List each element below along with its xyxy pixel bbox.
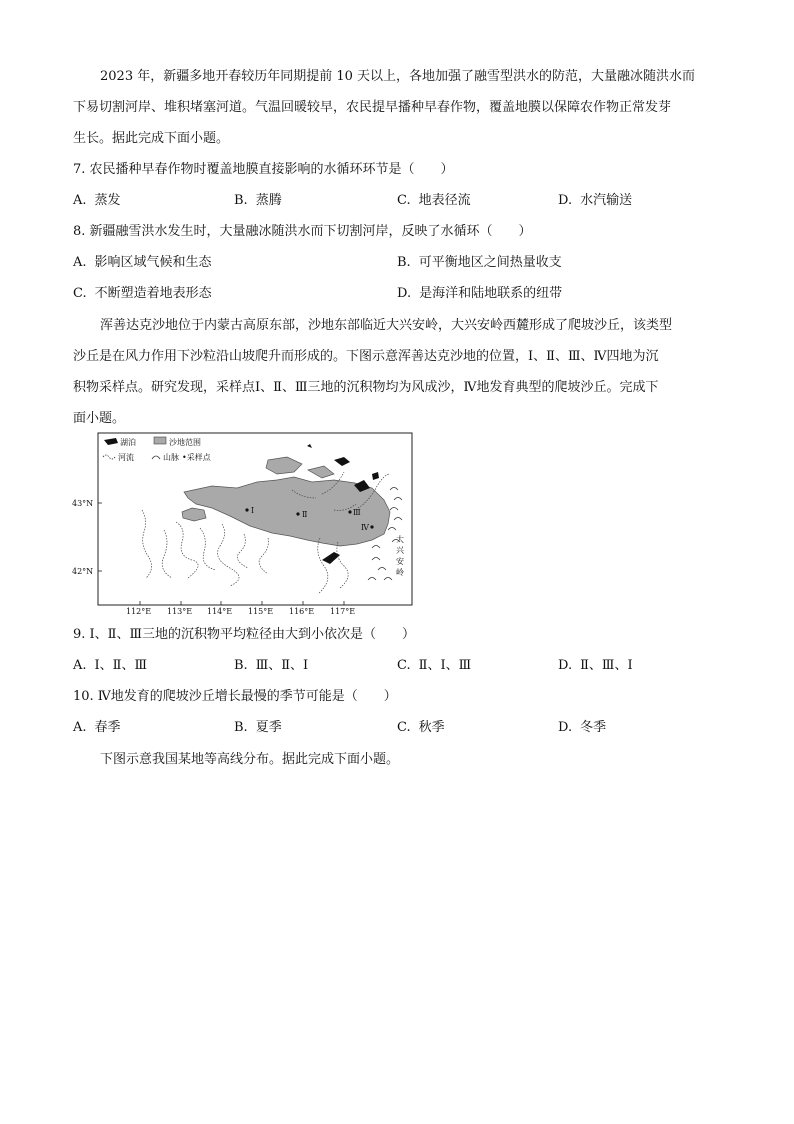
sample-label-3: Ⅲ <box>353 508 361 517</box>
passage1-line1: 2023 年，新疆多地开春较历年同期提前 10 天以上，各地加强了融雪型洪水的防范，大量融冰随洪水而 <box>100 69 696 84</box>
q8-option-b[interactable] <box>397 254 562 272</box>
option-text: 可平衡地区之间热量收支 <box>418 255 562 270</box>
sample-label-4: Ⅳ <box>361 523 369 532</box>
option-key: C. <box>73 286 87 301</box>
sample-label-1: Ⅰ <box>251 506 255 515</box>
option-key: B. <box>397 255 411 270</box>
lon-label-112: 112°E <box>126 607 152 615</box>
sample-label-2: Ⅱ <box>302 510 308 519</box>
sample-point-2 <box>296 512 299 515</box>
option-text: Ⅰ、Ⅱ、Ⅲ <box>94 658 148 673</box>
sand-legend-icon <box>154 437 166 444</box>
q10-option-b[interactable] <box>234 719 282 737</box>
option-key: D. <box>558 720 573 735</box>
option-key: C. <box>397 193 411 208</box>
q7-option-b[interactable] <box>234 192 282 210</box>
option-text: 冬季 <box>580 720 607 735</box>
passage2-line2: 沙丘是在风力作用下沙粒沿山坡爬升而形成的。下图示意浑善达克沙地的位置，Ⅰ、Ⅱ、Ⅲ、Ⅳ四地为沉 <box>73 349 659 364</box>
q10-option-c[interactable] <box>397 719 445 737</box>
option-key: C. <box>397 720 411 735</box>
passage2-line1: 浑善达克沙地位于内蒙古高原东部，沙地东部临近大兴安岭，大兴安岭西麓形成了爬坡沙丘，该类型 <box>100 318 673 333</box>
option-text: 夏季 <box>255 720 282 735</box>
option-text: 蒸发 <box>94 193 121 208</box>
option-key: B. <box>234 720 248 735</box>
option-text: Ⅱ、Ⅲ、Ⅰ <box>580 658 633 673</box>
range-label-char: 安 <box>396 557 404 566</box>
q9-stem: 9. Ⅰ、Ⅱ、Ⅲ三地的沉积物平均粒径由大到小依次是（ ） <box>73 627 416 642</box>
q9-option-b[interactable] <box>234 657 308 675</box>
lon-label-117: 117°E <box>330 607 356 615</box>
lat-label-42: 42°N <box>72 567 94 576</box>
sample-point-4 <box>370 525 373 528</box>
passage3-line1: 下图示意我国某地等高线分布。据此完成下面小题。 <box>100 752 400 767</box>
option-text: 水汽输送 <box>580 193 633 208</box>
option-text: 地表径流 <box>418 193 471 208</box>
lat-label-43: 43°N <box>72 499 94 508</box>
q8-option-c[interactable] <box>73 285 212 303</box>
passage2-line4: 面小题。 <box>73 411 126 426</box>
q8-option-d[interactable] <box>397 285 562 303</box>
sand-land-map <box>72 430 417 615</box>
legend-lake-label: 湖泊 <box>120 438 136 447</box>
sample-point-1 <box>245 508 248 511</box>
q9-option-d[interactable] <box>558 657 633 675</box>
option-key: A. <box>73 720 87 735</box>
option-text: Ⅱ、Ⅰ、Ⅲ <box>418 658 472 673</box>
q7-option-d[interactable] <box>558 192 632 210</box>
option-key: B. <box>234 193 248 208</box>
option-key: D. <box>558 193 573 208</box>
lon-label-116: 116°E <box>289 607 315 615</box>
option-key: A. <box>73 193 87 208</box>
q10-stem: 10. Ⅳ地发育的爬坡沙丘增长最慢的季节可能是（ ） <box>73 689 397 704</box>
legend-sand-label: 沙地范围 <box>169 438 201 447</box>
q7-option-a[interactable] <box>73 192 121 210</box>
option-text: 不断塑造着地表形态 <box>94 286 212 301</box>
option-text: 蒸腾 <box>255 193 282 208</box>
range-label-char: 兴 <box>396 546 404 555</box>
q10-option-d[interactable] <box>558 719 606 737</box>
lon-label-114: 114°E <box>207 607 233 615</box>
option-key: D. <box>558 658 573 673</box>
legend-river-label: 河流 <box>118 453 134 462</box>
option-text: 影响区域气候和生态 <box>94 255 212 270</box>
lon-label-115: 115°E <box>248 607 274 615</box>
sample-point-3 <box>348 510 351 513</box>
q8-option-a[interactable] <box>73 254 212 272</box>
lon-label-113: 113°E <box>167 607 193 615</box>
option-key: D. <box>397 286 412 301</box>
passage1-line3: 生长。据此完成下面小题。 <box>73 131 230 146</box>
legend-mountain-label: 山脉 <box>163 453 179 462</box>
option-key: A. <box>73 658 87 673</box>
option-text: 秋季 <box>418 720 445 735</box>
q7-option-c[interactable] <box>397 192 471 210</box>
q10-option-a[interactable] <box>73 719 121 737</box>
range-label-char: 岭 <box>396 568 404 577</box>
option-key: B. <box>234 658 248 673</box>
range-label-char: 大 <box>396 535 404 544</box>
passage2-line3: 积物采样点。研究发现，采样点Ⅰ、Ⅱ、Ⅲ三地的沉积物均为风成沙，Ⅳ地发育典型的爬坡沙丘。完成下 <box>73 380 659 395</box>
legend-sample-label: •采样点 <box>182 453 211 462</box>
q7-stem: 7. 农民播种早春作物时覆盖地膜直接影响的水循环环节是（ ） <box>73 162 454 177</box>
q9-option-a[interactable] <box>73 657 147 675</box>
q8-stem: 8. 新疆融雪洪水发生时，大量融冰随洪水而下切割河岸，反映了水循环（ ） <box>73 224 532 239</box>
option-key: C. <box>397 658 411 673</box>
option-text: Ⅲ、Ⅱ、Ⅰ <box>255 658 309 673</box>
option-key: A. <box>73 255 87 270</box>
option-text: 春季 <box>94 720 121 735</box>
passage1-line2: 下易切割河岸、堆积堵塞河道。气温回暖较早，农民提早播种早春作物，覆盖地膜以保障农作物正常发芽 <box>73 100 672 115</box>
option-text: 是海洋和陆地联系的纽带 <box>419 286 563 301</box>
q9-option-c[interactable] <box>397 657 471 675</box>
